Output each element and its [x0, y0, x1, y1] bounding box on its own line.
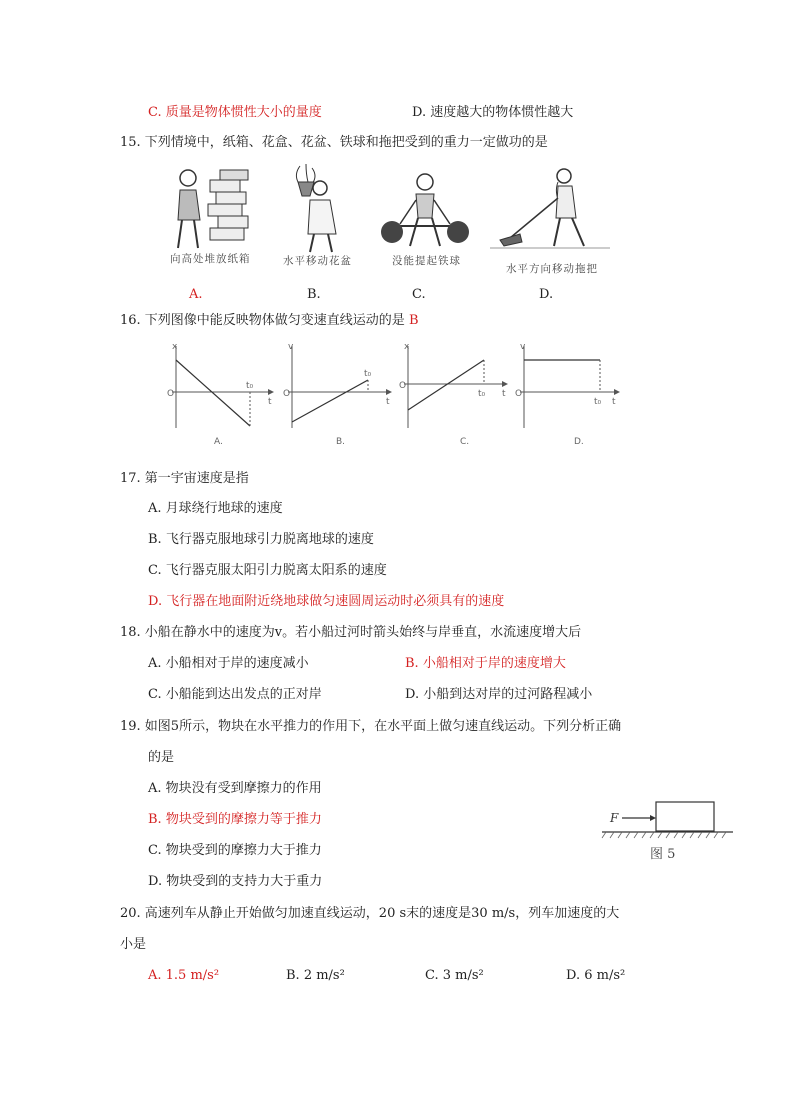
figure-5-caption: 图 5	[650, 847, 676, 862]
q15-caption-c: 没能提起铁球	[392, 255, 461, 267]
graph-d-y-label: v	[520, 342, 526, 352]
q14-option-c: C. 质量是物体惯性大小的量度	[148, 105, 322, 120]
q17-option-c: C. 飞行器克服太阳引力脱离太阳系的速度	[148, 563, 387, 578]
graph-c-t0: t₀	[478, 389, 486, 399]
q15-caption-b: 水平移动花盆	[283, 255, 352, 267]
q18-stem: 18. 小船在静水中的速度为v。若小船过河时箭头始终与岸垂直，水流速度增大后	[120, 625, 582, 640]
q20-option-a: A. 1.5 m/s²	[148, 968, 220, 983]
graph-c-t: t	[502, 389, 506, 399]
graph-b-origin: O	[283, 389, 291, 399]
q15-option-b: B.	[307, 287, 321, 302]
graph-b-t: t	[386, 397, 390, 407]
q19-option-c: C. 物块受到的摩擦力大于推力	[148, 843, 322, 858]
q16-stem	[120, 312, 419, 330]
graph-d-caption: D.	[574, 437, 584, 447]
q15-caption-a: 向高处堆放纸箱	[170, 253, 251, 265]
graph-d-t: t	[612, 397, 616, 407]
graph-d-origin: O	[515, 389, 523, 399]
graph-b-y-label: v	[288, 342, 294, 352]
q15-option-d: D.	[539, 287, 554, 302]
q15-caption-d: 水平方向移动拖把	[506, 263, 598, 275]
q20-option-d: D. 6 m/s²	[566, 968, 626, 983]
q16-stem-text: 16. 下列图像中能反映物体做匀变速直线运动的是	[120, 313, 405, 328]
q16-graphs	[160, 340, 620, 450]
q19-stem-line2: 的是	[148, 750, 175, 765]
person-stacking-boxes-illustration	[178, 170, 248, 248]
graph-a-t: t	[268, 397, 272, 407]
q18-option-b: B. 小船相对于岸的速度增大	[405, 656, 566, 671]
q19-option-a: A. 物块没有受到摩擦力的作用	[148, 781, 322, 796]
q20-stem-line1: 20. 高速列车从静止开始做匀加速直线运动，20 s末的速度是30 m/s，列车加速度的大	[120, 906, 620, 921]
q20-stem-line2: 小是	[120, 937, 147, 952]
graph-a-caption: A.	[214, 437, 223, 447]
person-mopping-illustration	[490, 169, 610, 248]
graph-d-t0: t₀	[594, 397, 602, 407]
graph-c-origin: O	[399, 381, 407, 391]
graph-b	[283, 342, 392, 447]
graph-c	[399, 342, 508, 447]
q19-option-d: D. 物块受到的支持力大于重力	[148, 874, 323, 889]
q14-option-d: D. 速度越大的物体惯性越大	[412, 105, 574, 120]
figure-5	[600, 796, 735, 866]
q18-option-c: C. 小船能到达出发点的正对岸	[148, 687, 322, 702]
q20-option-c: C. 3 m/s²	[425, 968, 484, 983]
q17-option-b: B. 飞行器克服地球引力脱离地球的速度	[148, 532, 374, 547]
q19-option-b: B. 物块受到的摩擦力等于推力	[148, 812, 322, 827]
q17-option-d: D. 飞行器在地面附近绕地球做匀速圆周运动时必须具有的速度	[148, 594, 505, 609]
graph-d	[515, 342, 620, 447]
force-label: F	[610, 811, 619, 825]
graph-a	[167, 342, 274, 447]
q17-option-a: A. 月球绕行地球的速度	[148, 501, 283, 516]
person-carrying-flowerpot-illustration	[296, 164, 336, 252]
q19-stem-line1: 19. 如图5所示，物块在水平推力的作用下，在水平面上做匀速直线运动。下列分析正确	[120, 719, 622, 734]
q15-stem: 15. 下列情境中，纸箱、花盒、花盆、铁球和拖把受到的重力一定做功的是	[120, 135, 548, 150]
q16-answer: B	[408, 313, 419, 328]
q15-option-c: C.	[412, 287, 426, 302]
q17-stem: 17. 第一宇宙速度是指	[120, 471, 249, 486]
graph-a-y-label: x	[172, 342, 178, 352]
graph-b-t0: t₀	[364, 369, 372, 379]
q18-option-a: A. 小船相对于岸的速度减小	[148, 656, 309, 671]
graph-c-y-label: x	[404, 342, 410, 352]
q15-option-a: A.	[189, 287, 203, 302]
q18-option-d: D. 小船到达对岸的过河路程减小	[405, 687, 593, 702]
graph-a-t0: t₀	[246, 381, 254, 391]
q20-option-b: B. 2 m/s²	[286, 968, 345, 983]
graph-a-origin: O	[167, 389, 175, 399]
graph-b-caption: B.	[336, 437, 346, 447]
block-shape	[656, 802, 714, 831]
graph-c-caption: C.	[460, 437, 470, 447]
person-lifting-iron-balls-illustration	[381, 174, 469, 246]
